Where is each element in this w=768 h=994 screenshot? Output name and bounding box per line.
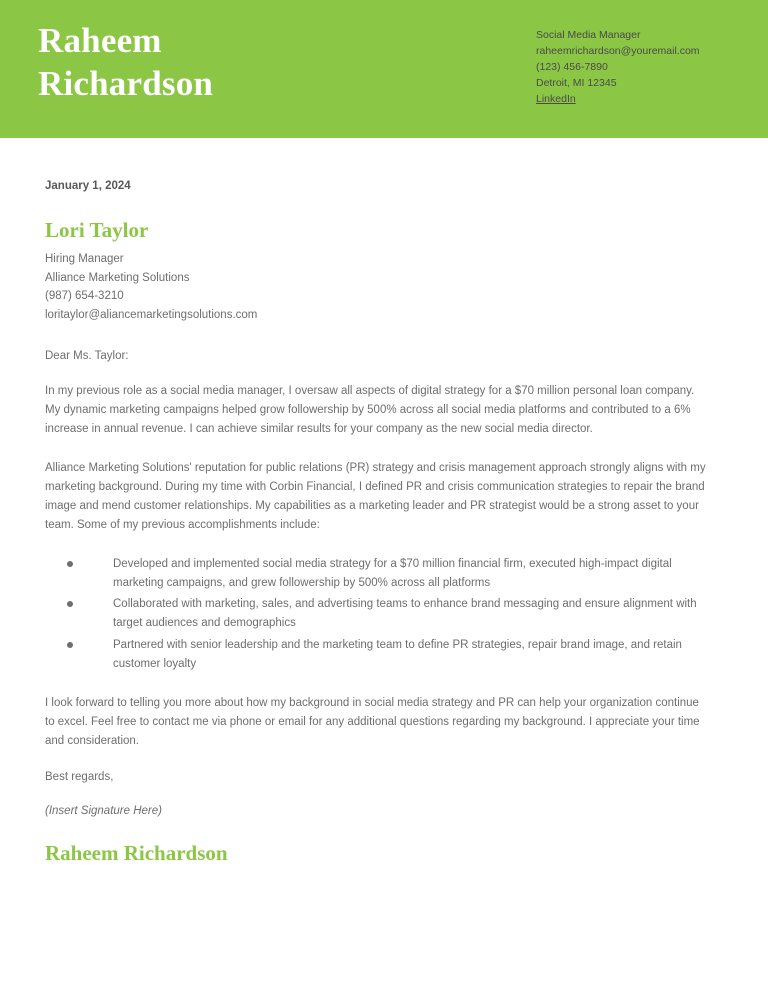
- bullet-dot-icon: [67, 642, 73, 648]
- bullet-dot-icon: [67, 561, 73, 567]
- header-banner: [0, 0, 768, 138]
- recipient-name: Lori Taylor: [45, 218, 149, 242]
- applicant-name-last: Richardson: [38, 63, 214, 103]
- signature-name: Raheem Richardson: [45, 840, 228, 865]
- linkedin-link[interactable]: LinkedIn: [536, 92, 576, 105]
- closing-salutation: Best regards,: [45, 770, 114, 783]
- recipient-details: [45, 250, 710, 325]
- letter-body: [0, 180, 768, 866]
- body-paragraph-2: Alliance Marketing Solutions' reputation for public relations (PR) strategy and crisis management approach strongly aligns with my marketing background. During my time with Corbin Financial, I defined PR and crisis communication strategies to repair the brand image and mend customer relationships. My capabilities as a marketing leader and PR strategist would be a strong asset to your team. Some of my previous accomplishments include:: [45, 461, 706, 532]
- contact-job-title: Social Media Manager: [536, 29, 641, 41]
- list-item-text: Collaborated with marketing, sales, and advertising teams to enhance brand messaging and ensure alignment with target audiences and demographics: [113, 598, 697, 630]
- letter-date: January 1, 2024: [45, 180, 131, 192]
- contact-email[interactable]: raheemrichardson@youremail.com: [536, 44, 700, 57]
- signature-placeholder: (Insert Signature Here): [45, 804, 162, 817]
- list-item: [67, 555, 710, 593]
- applicant-name: [38, 20, 213, 105]
- contact-info-block: [536, 28, 726, 108]
- recipient-phone: (987) 654-3210: [45, 290, 124, 303]
- bullet-dot-icon: [67, 601, 73, 607]
- contact-phone: (123) 456-7890: [536, 60, 608, 73]
- recipient-title: Hiring Manager: [45, 253, 124, 266]
- salutation: Dear Ms. Taylor:: [45, 349, 129, 362]
- list-item: [67, 636, 710, 674]
- list-item-text: Partnered with senior leadership and the marketing team to define PR strategies, repair brand image, and retain customer loyalty: [113, 638, 682, 670]
- body-paragraph-1: In my previous role as a social media manager, I oversaw all aspects of digital strategy for a $70 million personal loan company. My dynamic marketing campaigns helped grow followership by 500% across all social media platforms and contributed to a 6% increase in annual revenue. I can achieve similar results for your company as the new social media director.: [45, 384, 695, 435]
- list-item-text: Developed and implemented social media strategy for a $70 million financial firm, executed high-impact digital marketing campaigns, and grew followership by 500% across all platforms: [113, 558, 672, 590]
- recipient-company: Alliance Marketing Solutions: [45, 271, 190, 284]
- recipient-email[interactable]: loritaylor@aliancemarketingsolutions.com: [45, 309, 258, 322]
- contact-location: Detroit, MI 12345: [536, 76, 617, 89]
- accomplishments-list: [67, 555, 710, 673]
- applicant-name-first: Raheem: [38, 21, 162, 60]
- body-paragraph-3: I look forward to telling you more about how my background in social media strategy and PR can help your organization continue to excel. Feel free to contact me via phone or email for any additional questions regarding my background. I appreciate your time and consideration.: [45, 696, 700, 747]
- list-item: [67, 595, 710, 633]
